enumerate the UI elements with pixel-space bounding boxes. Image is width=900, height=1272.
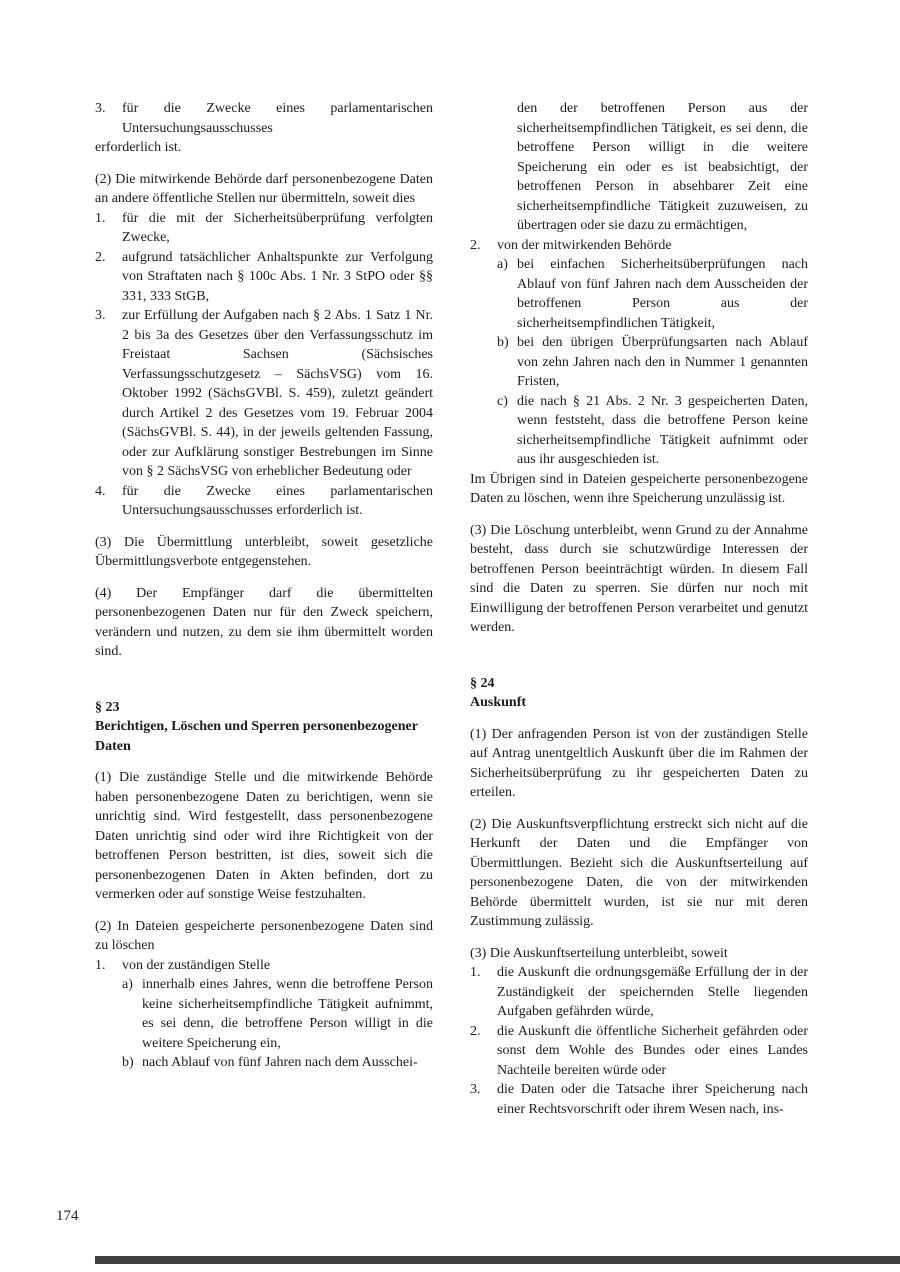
list-item (470, 236, 808, 256)
list-marker: 1. (95, 210, 106, 226)
paragraph-text: zur Erfüllung der Aufgaben nach § 2 Abs. 1 Satz 1 Nr. 2 bis 3a des Gesetzes über den Verfassungsschutz im Freistaat Sachsen (Sächsisches Verfassungsschutzgesetz – SächsVSG) vom 16. Oktober 1992 (SächsGVBl. S. 459), zuletzt geändert durch Artikel 2 des Gesetzes vom 19. Februar 2004 (SächsGVBl. S. 44), in der jeweils geltenden Fassung, oder zur Aufklärung sonstiger Bestrebungen im Sinne von § 2 SächsVSG von erheblicher Bedeutung oder (122, 308, 433, 479)
section-number: § 24 (470, 675, 495, 691)
list-item (95, 482, 433, 521)
list-marker: 2. (470, 1023, 481, 1039)
paragraph-text: die nach § 21 Abs. 2 Nr. 3 gespeicherten Daten, wenn feststeht, dass die betroffene Person keine sicherheitsempfindliche Tätigkeit aufnimmt oder aus ihr ausgeschieden ist. (517, 393, 808, 467)
paragraph-text: bei den übrigen Überprüfungsarten nach Ablauf von zehn Jahren nach den in Nummer 1 genannten Fristen, (517, 335, 808, 389)
list-item (95, 99, 433, 138)
paragraph (95, 533, 433, 572)
paragraph (95, 768, 433, 905)
paragraph-text: den der betroffenen Person aus der sicherheitsempfindlichen Tätigkeit, es sei denn, die betroffene Person willigt in die weitere Speicherung ein oder es ist beabsichtigt, der betroffenen Person in absehbarer Zeit eine sicherheitsempfindliche Tätigkeit zuzuweisen, zu übertragen oder sie dazu zu ermächtigen, (517, 101, 808, 233)
list-item (95, 306, 433, 482)
paragraph (470, 815, 808, 932)
list-marker: b) (497, 335, 509, 350)
paragraph-text: nach Ablauf von fünf Jahren nach dem Ausschei- (142, 1055, 418, 1070)
paragraph-text: von der zuständigen Stelle (122, 957, 271, 973)
paragraph-text: (2) Die Auskunftsverpflichtung erstreckt sich nicht auf die Herkunft der Daten und die Empfänger von Übermittlungen. Bezieht sich die Auskunftserteilung auf personenbezogene Daten, die von der mitwirkenden Behörde übermittelt wurden, ist sie nur mit deren Zustimmung zulässig. (470, 816, 808, 929)
list-marker: a) (497, 257, 508, 272)
list-marker: 3. (470, 1082, 481, 1097)
paragraph-text: (3) Die Übermittlung unterbleibt, soweit gesetzliche Übermittlungsverbote entgegenstehen. (95, 534, 433, 569)
right-column (470, 99, 808, 1119)
list-item (95, 248, 433, 307)
list-marker: 2. (95, 249, 106, 265)
list-item (122, 975, 433, 1053)
paragraph-text: die Auskunft die ordnungsgemäße Erfüllung der in der Zuständigkeit der speichernden Stelle liegenden Aufgaben gefährden würde, (497, 965, 808, 1019)
paragraph (470, 521, 808, 638)
paragraph-text: von der mitwirkenden Behörde (497, 237, 672, 253)
paragraph-text: (3) Die Auskunftserteilung unterbleibt, soweit (470, 945, 728, 961)
list-item-continuation (517, 99, 808, 236)
paragraph-text: die Daten oder die Tatsache ihrer Speicherung nach einer Rechtsvorschrift oder ihrem Wesen nach, ins- (497, 1082, 808, 1117)
paragraph-text: für die Zwecke eines parlamentarischen Untersuchungsausschusses (122, 101, 433, 136)
list-item (122, 1053, 433, 1073)
list-item (470, 1022, 808, 1081)
list-item (95, 209, 433, 248)
footer-bar (95, 1256, 900, 1264)
paragraph (95, 917, 433, 956)
text-columns (95, 99, 808, 1119)
paragraph-text: bei einfachen Sicherheitsüberprüfungen nach Ablauf von fünf Jahren nach dem Ausscheiden der betroffenen Person aus der sicherheitsempfindlichen Tätigkeit, (517, 257, 808, 331)
list-item (470, 963, 808, 1022)
paragraph-text: (1) Der anfragenden Person ist von der zuständigen Stelle auf Antrag unentgeltlich Auskunft über die im Rahmen der Sicherheitsüberprüfung zu ihr gespeicherten Daten zu erteilen. (470, 726, 808, 800)
list-marker: c) (497, 393, 508, 409)
paragraph-text: (3) Die Löschung unterbleibt, wenn Grund zu der Annahme besteht, dass durch sie schutzwürdige Interessen der betroffenen Person beeinträchtigt würden. In diesem Fall sind die Daten zu sperren. Sie dürfen nur noch mit Einwilligung der betroffenen Person verarbeitet und genutzt werden. (470, 522, 808, 635)
list-marker: 3. (95, 308, 106, 323)
paragraph-text: Im Übrigen sind in Dateien gespeicherte personenbezogene Daten zu löschen, wenn ihre Speicherung unzulässig ist. (470, 471, 808, 506)
paragraph-text: für die Zwecke eines parlamentarischen Untersuchungsausschusses erforderlich ist. (122, 483, 433, 518)
list-marker: 1. (470, 965, 481, 980)
list-marker: b) (122, 1055, 134, 1070)
left-column (95, 99, 433, 1119)
section-title: Auskunft (470, 695, 527, 710)
list-item (497, 333, 808, 392)
paragraph (95, 170, 433, 209)
paragraph-text: für die mit der Sicherheitsüberprüfung verfolgten Zwecke, (122, 210, 433, 245)
paragraph-text: (2) In Dateien gespeicherte personenbezogene Daten sind zu löschen (95, 918, 433, 953)
list-marker: a) (122, 977, 133, 992)
paragraph-text: (2) Die mitwirkende Behörde darf personenbezogene Daten an andere öffentliche Stellen nur übermitteln, soweit dies (95, 171, 433, 206)
section-heading (95, 698, 433, 757)
list-marker: 4. (95, 483, 106, 499)
paragraph-text: aufgrund tatsächlicher Anhaltspunkte zur Verfolgung von Straftaten nach § 100c Abs. 1 Nr. 3 StPO oder §§ 331, 333 StGB, (122, 249, 433, 304)
paragraph (470, 944, 808, 964)
paragraph-text: innerhalb eines Jahres, wenn die betroffene Person keine sicherheitsempfindliche Tätigkeit aufnimmt, es sei denn, die betroffene Person willigt in die weitere Speicherung ein, (142, 977, 433, 1051)
list-marker: 3. (95, 101, 106, 116)
paragraph (95, 138, 433, 158)
list-item (497, 255, 808, 333)
list-marker: 2. (470, 237, 481, 253)
section-title: Berichtigen, Löschen und Sperren personenbezogener Daten (95, 719, 418, 754)
list-item (95, 956, 433, 976)
list-item (470, 1080, 808, 1119)
list-item (497, 392, 808, 470)
section-heading (470, 674, 808, 713)
paragraph (470, 725, 808, 803)
section-number: § 23 (95, 699, 120, 715)
paragraph (470, 470, 808, 509)
paragraph (95, 584, 433, 662)
paragraph-text: die Auskunft die öffentliche Sicherheit gefährden oder sonst dem Wohle des Bundes oder eines Landes Nachteile bereiten würde oder (497, 1023, 808, 1078)
paragraph-text: (4) Der Empfänger darf die übermittelten personenbezogenen Daten nur für den Zweck speichern, verändern und nutzen, zu dem sie ihm übermittelt worden sind. (95, 585, 433, 659)
page-number: 174 (56, 1208, 79, 1224)
paragraph-text: (1) Die zuständige Stelle und die mitwirkende Behörde haben personenbezogene Daten zu berichtigen, wenn sie unrichtig sind. Wird festgestellt, dass personenbezogene Daten unrichtig sind oder wird ihre Richtigkeit von der betroffenen Person bestritten, ist dies, soweit sich die personenbezogenen Daten in Akten befinden, dort zu vermerken oder auf sonstige Weise festzuhalten. (95, 770, 433, 902)
paragraph-text: erforderlich ist. (95, 140, 182, 155)
list-marker: 1. (95, 957, 106, 973)
